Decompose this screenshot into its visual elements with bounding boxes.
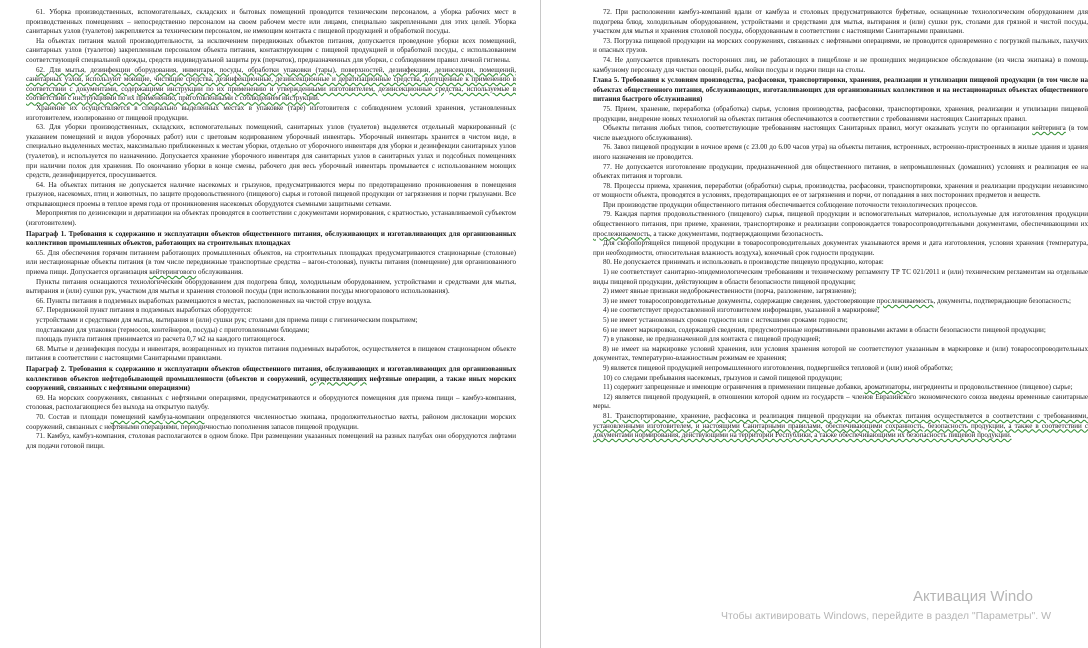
- right-column-text: [593, 8, 1088, 441]
- paragraph: устройствами и средствами для мытья, вытирания и (или) сушки рук; столами для приема пищи с гигиеническим покрытием;: [36, 316, 418, 324]
- paragraph: 62. Для мытья, дезинфекции оборудования, инвентаря, посуды, обработки упаковки (тары), поверхностей, дезинфекции, дезинсекции, помещений, санитарных узлов, используют моющие, чистящие средства, дезинфекционные, дезинсекционные и дератизационные средства, допущенные к применению в соответствии с документами, содержащими инструкции по их применению и утвержденными изготовителем, дезинсекционные средства, используемые в соответствии с инструкциями по их применению, приготовленными с соблюдением инструкций.: [26, 65, 516, 103]
- section-heading: Глава 5. Требования к условиям производства, расфасовки, транспортировки, хранения, реализации и утилизации пищевой продукции (в том числе на объектах общественного питания, обслуживающих, изготавливающих для организованных коллективов и на нестационарных объектах общественного питания быстрого обслуживания): [593, 76, 1088, 104]
- paragraph: 74. Не допускается привлекать посторонних лиц, не работающих в пищеблоке и не прошедших медицинское обследование (из числа экипажа) в помощь камбузному персоналу для чистки овощей, рыбы, мойки посуды и подачи пищи на столы.: [593, 55, 1088, 74]
- paragraph: 78. Процессы приема, хранения, переработки (обработки) сырья, производства, расфасовки, транспортировки, хранения и реализации продукции независимо от мощности объекта, проводятся в условиях, предотвращающих ее от загрязнения и порчи, от попадания в них посторонних предметов и веществ.: [593, 181, 1088, 200]
- spellcheck-squiggle: ароматизаторы: [864, 383, 910, 392]
- paragraph: 11) содержит запрещенные и имеющие ограничения в применении пищевые добавки, ароматизаторы, ингредиенты и продовольственное (пищевое) сырье;: [603, 383, 1073, 392]
- paragraph: Для скоропортящейся пищевой продукции в товаросопроводительных документах указываются время и дата изготовления, условия хранения (температура, при необходимости, относительная влажность воздуха), конечный срок годности продукции.: [593, 239, 1088, 257]
- paragraph: На объектах питания малой производительности, за исключением передвижных объектов питания, допускается проведение уборки всех помещений, санитарных узлов (туалетов) закрепленным персоналом объекта питания, контактирующим с пищевой продукцией и обработкой посуды, с использованием соответствующей специальной одежды, средств индивидуальной защиты рук (перчаток), предназначенных для уборки, с соблюдением правил личной гигиены.: [26, 36, 516, 64]
- paragraph: 6) не имеет маркировки, содержащей сведения, предусмотренные нормативными правовыми актами в области безопасности пищевой продукции;: [603, 325, 1046, 334]
- paragraph: 75. Прием, хранение, переработка (обработка) сырья, условия производства, расфасовки, транспортировки, хранения, реализации и утилизации пищевой продукции, внедрение новых технологий на объектах питания обеспечиваются в соответствии с требованиями настоящих Санитарных правил.: [593, 104, 1088, 123]
- paragraph: Мероприятия по дезинсекции и дератизации на объектах проводятся в соответствии с документами нормирования, с кратностью, устанавливаемой субъектом (изготовителем).: [26, 209, 516, 228]
- paragraph: 9) является пищевой продукцией непромышленного изготовления, подвергшейся тепловой и (или) иной обработке;: [603, 363, 953, 372]
- paragraph: При производстве продукции общественного питания обеспечивается соблюдение поточности технологических процессов.: [603, 200, 978, 209]
- paragraph: 61. Уборка производственных, вспомогательных, складских и бытовых помещений проводится техническим персоналом, а уборка рабочих мест в производственных помещениях – непосредственно персоналом на своем рабочем месте или лицами, специально закрепленными для этих целей. Уборка санитарных узлов (туалетов) закрепляется за техническим персоналом, не имеющим контакта с пищевой продукцией и обработкой посуды.: [26, 8, 516, 36]
- paragraph: 3) не имеет товаросопроводительные документы, содержащие сведения, удостоверяющие прослеживаемость, документы, подтверждающие безопасность;: [603, 296, 1071, 305]
- spellcheck-squiggle: прослеживаемость: [593, 229, 650, 238]
- paragraph: 66. Пункты питания в подземных выработках размещаются в местах, расположенных на чистой струе воздуха.: [36, 296, 372, 305]
- paragraph: 68. Мытье и дезинфекция посуды и инвентаря, возвращенных из пунктов питания подземных выработок, осуществляется в пищевом стационарном объекте питания в соответствии с настоящими Санитарными правилами.: [26, 344, 516, 363]
- document-page-right: [541, 0, 1088, 648]
- paragraph: 73. Погрузка пищевой продукции на морских сооружениях, связанных с нефтяными операциями, не проводится одновременно с погрузкой пыльных, пахучих и опасных грузов.: [593, 36, 1088, 55]
- left-column-text: [26, 8, 516, 451]
- watermark-subtitle: Чтобы активировать Windows, перейдите в раздел "Параметры". W: [721, 610, 1052, 622]
- paragraph: Хранение их осуществляется в специально выделенных местах в упаковке (таре) изготовителя с соблюдением условий хранения, установленных изготовителем, изолированно от пищевой продукции.: [26, 103, 516, 122]
- paragraph: 2) имеет явные признаки недоброкачественности (порча, разложение, загрязнение);: [603, 287, 857, 296]
- paragraph: 69. На морских сооружениях, связанных с нефтяными операциями, предусматриваются и оборудуются помещения для приема пищи – камбуз-компания, столовая, располагающиеся без выхода на открытую палубу.: [26, 393, 516, 412]
- document-page-left: [0, 0, 540, 648]
- paragraph: 80. Не допускается принимать и использовать в производстве пищевую продукцию, которая:: [603, 258, 884, 267]
- spellcheck-squiggle: помещений камбуза-компании: [110, 412, 205, 421]
- section-heading: Параграф 2. Требования к содержанию и эксплуатации объектов общественного питания, обслуживающих и изготавливающих для организованных коллективов объектов нефтедобывающей промышленности (объектов и сооружений, осуществляющих нефтяные операции, а также иных морских сооружений, связанных с нефтяными операциями): [26, 364, 516, 393]
- paragraph: 65. Для обеспечения горячим питанием работающих промышленных объектов, на строительных площадках предусматриваются стационарные (столовые) или нестационарные объекты питания (в том числе передвижные транспортные средства – вагон-столовая), пункты питания (помещение) для организованного приема пищи. Допускается организация кейтерингового обслуживания.: [26, 248, 516, 277]
- paragraph: 64. На объектах питания не допускается наличие насекомых и грызунов, предусматриваются меры по предотвращению проникновения в помещения грызунов, насекомых, птиц и животных, по защите продовольственного (пищевого) сырья и готовой пищевой продукции от загрязнения и порчи грызунами. Все открывающиеся проемы в теплое время года от проникновения насекомых оборудуются съемными защитными сетками.: [26, 180, 516, 208]
- paragraph: 5) не имеет установленных сроков годности или с истекшими сроками годности;: [603, 316, 848, 324]
- paragraph: 71. Камбуз, камбуз-компания, столовая располагаются в одном блоке. При размещении указанных помещений на разных палубах они оборудуются лифтами для подачи готовой пищи.: [26, 432, 516, 450]
- section-heading: Параграф 1. Требования к содержанию и эксплуатации объектов общественного питания, обслуживающих и изготавливающих для организованных коллективов промышленных объектов, работающих на строительных площадках: [26, 229, 516, 248]
- paragraph: 70. Состав и площади помещений камбуза-компании определяются численностью экипажа, продолжительностью вахты, районом дислокации морских сооружений, связанных с нефтяными операциями, периодичностью пополнения запасов пищевой продукции.: [26, 412, 516, 431]
- paragraph: 72. При расположении камбуз-компаний вдали от камбуза и столовых предусматриваются буфетные, оснащенные технологическим оборудованием для подогрева блюд, холодильным оборудованием, устройствами и средствами для мытья, вытирания и (или) сушки рук, столами для грязной и чистой посуды, участком для мытья и хранения столовой посуды, оборудованным в соответствии с настоящими Санитарными правилами.: [593, 8, 1088, 36]
- paragraph: 12) является пищевой продукцией, в отношении которой одним из государств – членов Евразийского экономического союза введены временные санитарные меры.: [593, 392, 1088, 411]
- paragraph: 7) в упаковке, не предназначенной для контакта с пищевой продукцией;: [603, 335, 821, 344]
- paragraph: 79. Каждая партия продовольственного (пищевого) сырья, пищевой продукции и вспомогательных материалов, используемые для изготовления продукции общественного питания, при приеме, хранении, транспортировке и реализации сопровождается товаросопроводительными документами, обеспечивающими их прослеживаемость, а также документами, подтверждающими безопасность.: [593, 210, 1088, 238]
- watermark-title: Активация Windo: [913, 588, 1033, 605]
- paragraph: 81. Транспортирование, хранение, расфасовка и реализация пищевой продукции на объектах питания осуществляется в соответствии с требованиями, установленными изготовителем, и настоящими Санитарными правилами, обеспечивающими сохранность, безопасность продукции, а также в соответствии с документами нормирования, действующими на территории Республики, а также обеспечивающими их безопасность пищевой продукции.: [593, 411, 1088, 440]
- spellcheck-squiggle: прослеживаемость: [876, 296, 934, 305]
- spellcheck-squiggle: кейтерингового: [149, 268, 197, 277]
- paragraph: 76. Завоз пищевой продукции в ночное время (с 23.00 до 6.00 часов утра) на объекты питания, встроенных, встроенно-пристроенных в жилые здания и здания иного назначения не проводится.: [593, 143, 1088, 161]
- paragraph: 1) не соответствует санитарно-эпидемиологическим требованиям и техническому регламенту ТР ТС 021/2011 и (или) техническим регламентам на отдельные виды пищевой продукции, действующим в области безопасности пищевой продукции;: [593, 268, 1088, 286]
- paragraph: 67. Передвижной пункт питания в подземных выработках оборудуется:: [36, 306, 253, 315]
- paragraph: 10) со следами пребывания насекомых, грызунов и самой пищевой продукции;: [603, 373, 843, 382]
- paragraph: Объекты питания любых типов, соответствующие требованиям настоящих Санитарных правил, могут оказывать услуги по организации кейтеринга (в том числе выездного обслуживания).: [593, 124, 1088, 142]
- paragraph: подставками для упаковки (термосов, контейнеров, посуды) с приготовленными блюдами;: [36, 325, 310, 334]
- paragraph: Пункты питания оснащаются технологическим оборудованием для подогрева блюд, холодильным оборудованием, устройствами и средствами для мытья, вытирания и (или) сушки рук, участком для мытья и хранения столовой посуды (при использовании посуды многоразового использования).: [26, 277, 516, 296]
- spellcheck-squiggle: осуществляющих: [310, 374, 367, 383]
- paragraph: 8) не имеет на маркировке условий хранения, или условия хранения которой не соответствуют указанным в маркировке и (или) товаросопроводительных документах, температурно-влажностным режимам ее хранения;: [593, 344, 1088, 363]
- paragraph: 63. Для уборки производственных, складских, вспомогательных помещений, санитарных узлов (туалетов) выделяется отдельный маркированный (с указанием помещений и видов уборочных работ) или с цветовым кодированием уборочный инвентарь. Уборочный инвентарь хранится в чистом виде, в специально выделенных местах, максимально приближенных к местам уборки, отдельно от уборочного инвентаря для уборки и дезинфекции санитарных узлов (туалетов), и используется по назначению. Допускается хранение уборочного инвентаря для санитарных узлов в санитарных узлах и подсобных помещениях при наличии полок для хранения. По окончанию уборки в конце смены, рабочего дня весь уборочный инвентарь промывается с использованием моющих средств, дезинфицируется, просушивается.: [26, 123, 516, 180]
- paragraph: 77. Не допускается изготовление продукции, предназначенной для общественного питания, в непромышленных (домашних) условиях и реализация ее на объектах питания и торговли.: [593, 162, 1088, 181]
- paragraph: площадь пункта питания принимается из расчета 0,7 м2 на каждого питающегося.: [36, 335, 286, 344]
- spellcheck-squiggle: кейтеринга: [1032, 124, 1066, 133]
- paragraph: 4) не соответствует предоставленной изготовителем информации, указанной в маркировке;: [603, 306, 880, 315]
